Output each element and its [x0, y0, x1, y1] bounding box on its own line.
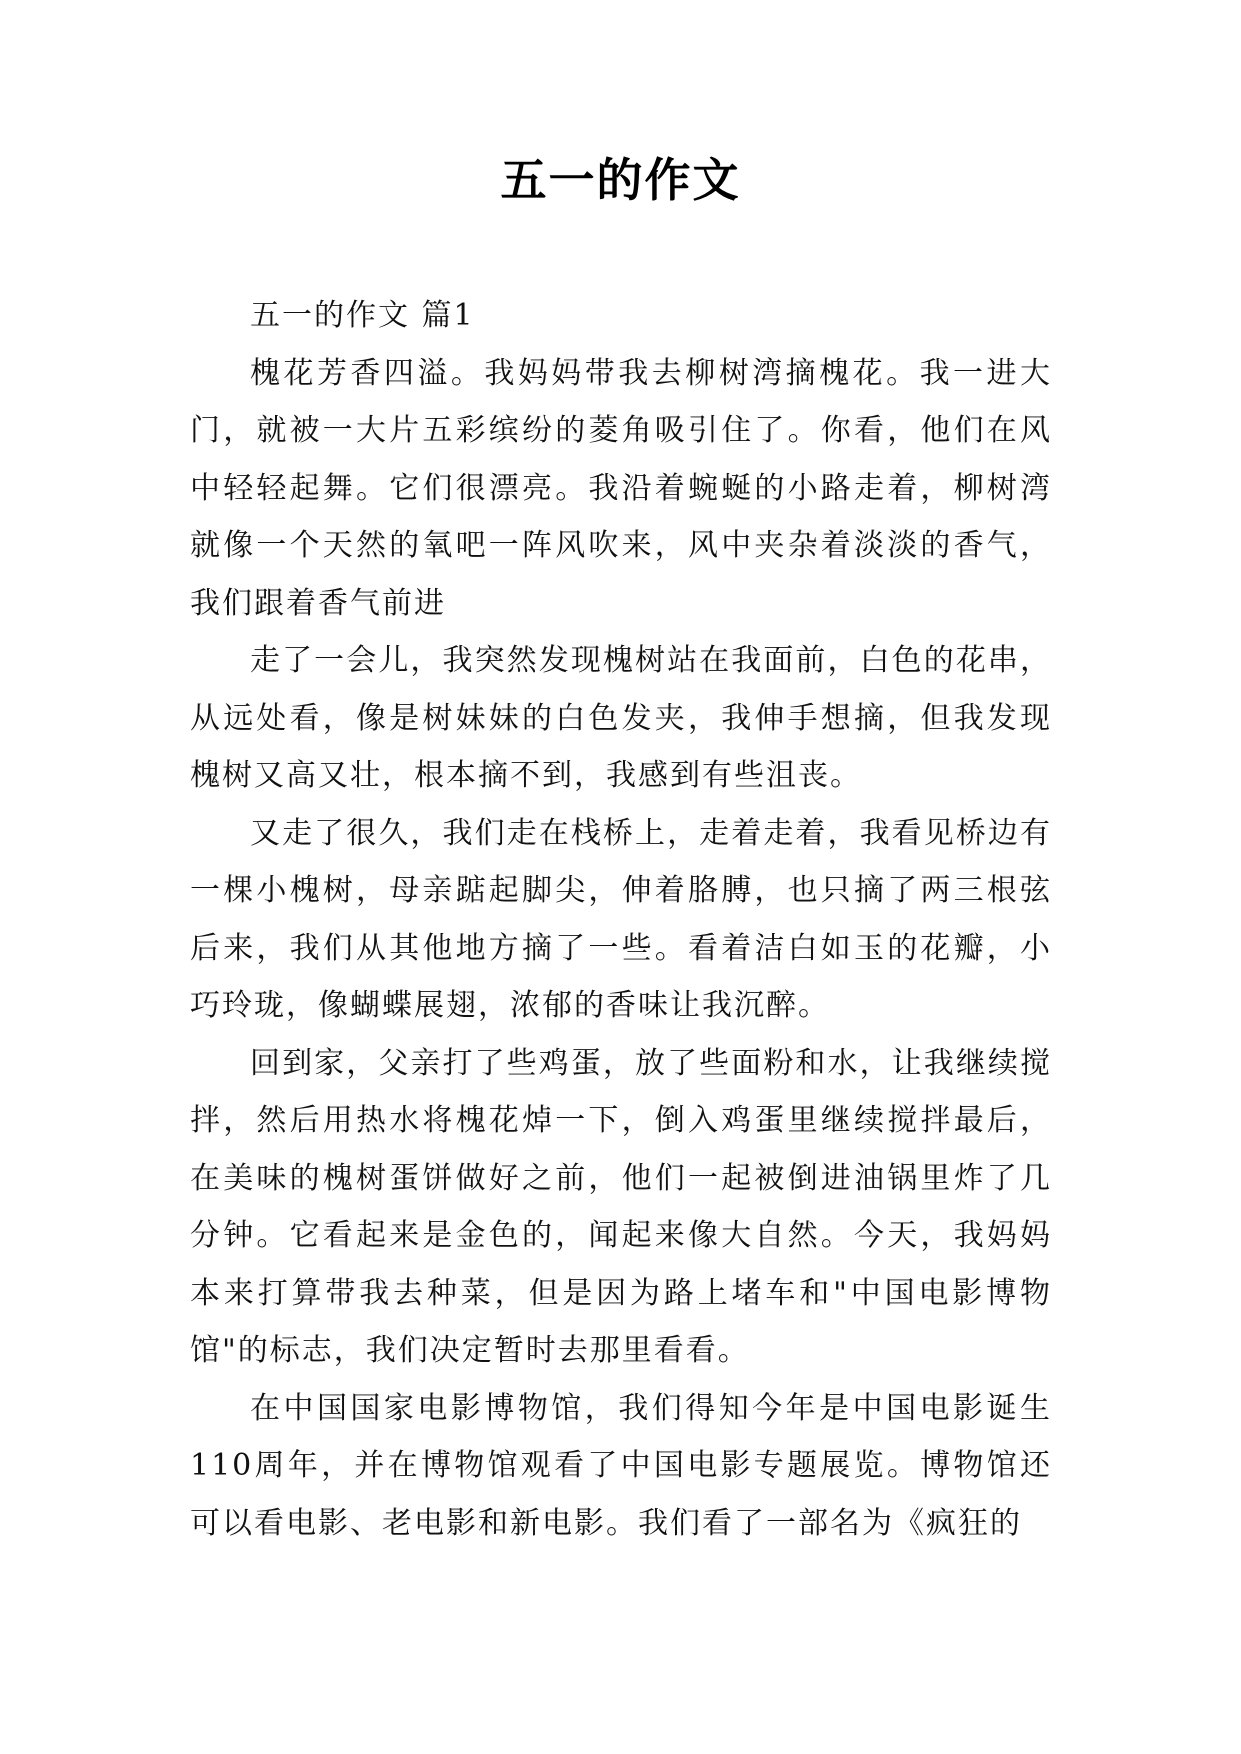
paragraph: 在中国国家电影博物馆，我们得知今年是中国电影诞生110周年，并在博物馆观看了中国电影专题展览。博物馆还可以看电影、老电影和新电影。我们看了一部名为《疯狂的 — [190, 1390, 1052, 1541]
paragraph: 槐花芳香四溢。我妈妈带我去柳树湾摘槐花。我一进大门，就被一大片五彩缤纷的菱角吸引住了。你看，他们在风中轻轻起舞。它们很漂亮。我沿着蜿蜒的小路走着，柳树湾就像一个天然的氧吧一阵风吹来，风中夹杂着淡淡的香气，我们跟着香气前进 — [190, 355, 1052, 621]
paragraph: 走了一会儿，我突然发现槐树站在我面前，白色的花串，从远处看，像是树妹妹的白色发夹，我伸手想摘，但我发现槐树又高又壮，根本摘不到，我感到有些沮丧。 — [190, 643, 1052, 793]
paragraph: 又走了很久，我们走在栈桥上，走着走着，我看见桥边有一棵小槐树，母亲踮起脚尖，伸着胳膊，也只摘了两三根弦后来，我们从其他地方摘了一些。看着洁白如玉的花瓣，小巧玲珑，像蝴蝶展翅，浓郁的香味让我沉醉。 — [190, 815, 1052, 1023]
paragraph: 回到家，父亲打了些鸡蛋，放了些面粉和水，让我继续搅拌，然后用热水将槐花焯一下，倒入鸡蛋里继续搅拌最后，在美味的槐树蛋饼做好之前，他们一起被倒进油锅里炸了几分钟。它看起来是金色的，闻起来像大自然。今天，我妈妈本来打算带我去种菜，但是因为路上堵车和"中国电影博物馆"的标志，我们决定暂时去那里看看。 — [190, 1045, 1052, 1368]
document-title: 五一的作文 — [500, 153, 741, 207]
section-heading: 五一的作文 篇1 — [250, 298, 475, 333]
document-body — [190, 287, 1052, 1552]
